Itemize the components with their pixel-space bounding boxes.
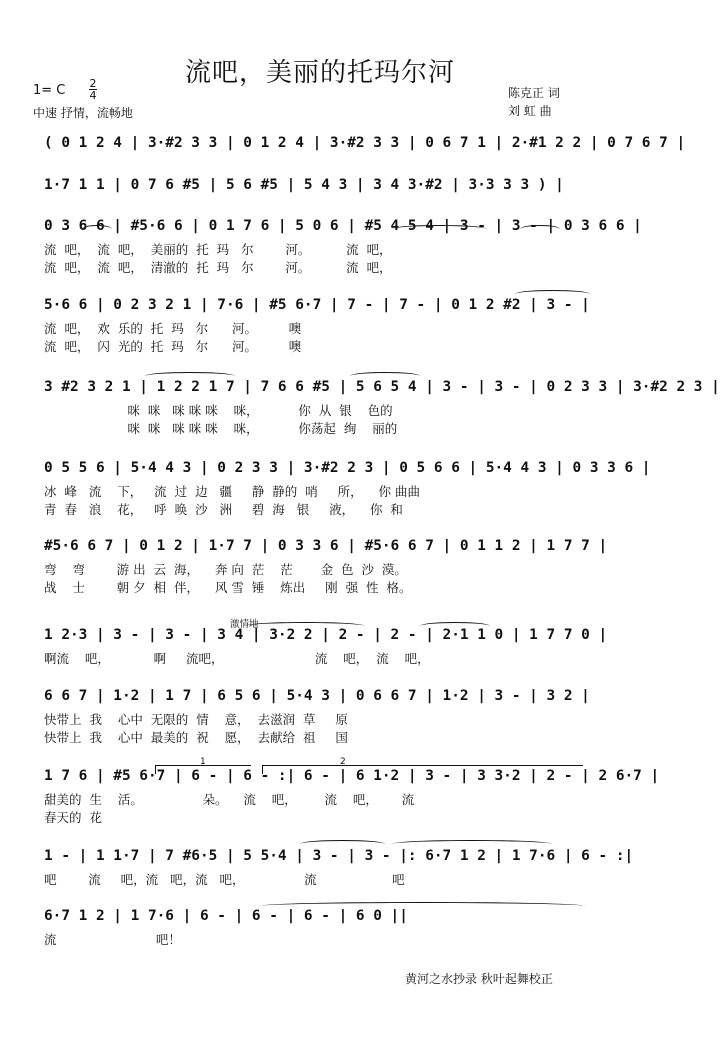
transcription-credits: 黄河之水抄录 秋叶起舞校正	[405, 972, 553, 986]
volta-number-2: 2	[340, 757, 346, 767]
notation-line: 1 7 6 | #5 6·7 | 6 - | 6 - :| 6 - | 6 1·2 | 3 - | 3 3·2 | 2 - | 2 6·7 |	[44, 768, 660, 784]
slur-mark	[300, 840, 385, 848]
lyricist-credit: 陈克正 词	[508, 86, 560, 100]
lyric-line: 弯 弯 游 出 云 海， 奔 向 茫 茫 金 色 沙 漠。	[44, 562, 407, 577]
time-signature-bottom: 4	[89, 89, 97, 102]
lyric-line: 流 吧， 欢 乐的 托 玛 尔 河。 噢	[44, 321, 302, 336]
song-title: 流吧，美丽的托玛尔河	[184, 58, 455, 88]
expression-marking: 激情地	[230, 619, 259, 630]
lyric-line: 流 吧， 流 吧， 清澈的 托 玛 尔 河。 流 吧，	[44, 260, 392, 275]
lyric-line: 战 士 朝 夕 相 伴， 风 雪 锤 炼出 刚 强 性 格。	[44, 580, 412, 595]
lyric-line: 甜美的 生 活。 朵。 流 吧， 流 吧， 流	[44, 792, 415, 807]
time-signature-top: 2	[89, 77, 97, 90]
lyric-line: 春天的 花	[44, 810, 102, 825]
time-signature	[88, 78, 98, 101]
notation-line: 6 6 7 | 1·2 | 1 7 | 6 5 6 | 5·4 3 | 0 6 6 7 | 1·2 | 3 - | 3 2 |	[44, 688, 590, 704]
composer-credit: 刘 虹 曲	[508, 104, 552, 118]
slur-mark	[392, 840, 552, 848]
key-signature: 1= C	[33, 83, 66, 98]
notation-line: 0 5 5 6 | 5·4 4 3 | 0 2 3 3 | 3·#2 2 3 | 0 5 6 6 | 5·4 4 3 | 0 3 3 6 |	[44, 460, 651, 476]
lyric-line: 咪 咪 咪 咪 咪 咪， 你 从 银 色的	[44, 403, 393, 418]
notation-line: 1 - | 1 1·7 | 7 #6·5 | 5 5·4 | 3 - | 3 - |: 6·7 1 2 | 1 7·6 | 6 - :|	[44, 848, 634, 864]
lyric-line: 流 吧！	[44, 932, 181, 947]
notation-line: 5·6 6 | 0 2 3 2 1 | 7·6 | #5 6·7 | 7 - | 7 - | 0 1 2 #2 | 3 - |	[44, 297, 590, 313]
notation-line: 0 3 6 6 | #5·6 6 | 0 1 7 6 | 5 0 6 | #5 4 5 4 | 3 - | 3 - | 0 3 6 6 |	[44, 218, 642, 234]
lyric-line: 啊流 吧， 啊 流吧， 流 吧， 流 吧，	[44, 651, 430, 666]
tempo-marking: 中速 抒情，流畅地	[33, 106, 133, 120]
notation-line: 1 2·3 | 3 - | 3 - | 3 4 | 3·2 2 | 2 - | 2 - | 2·1 1 0 | 1 7 7 0 |	[44, 627, 608, 643]
notation-line: 3 #2 3 2 1 | 1 2 2 1 7 | 7 6 6 #5 | 5 6 5 4 | 3 - | 3 - | 0 2 3 3 | 3·#2 2 3 |	[44, 379, 720, 395]
notation-line: ( 0 1 2 4 | 3·#2 3 3 | 0 1 2 4 | 3·#2 3 3 | 0 6 7 1 | 2·#1 2 2 | 0 7 6 7 |	[44, 135, 686, 151]
lyric-line: 吧 流 吧，流 吧，流 吧， 流 吧	[44, 872, 405, 887]
volta-number-1: 1	[200, 757, 206, 767]
lyric-line: 冰 峰 流 下， 流 过 边 疆 静 静的 哨 所， 你 曲曲	[44, 484, 420, 499]
lyric-line: 流 吧， 流 吧， 美丽的 托 玛 尔 河。 流 吧，	[44, 242, 392, 257]
lyric-line: 快带上 我 心中 最美的 祝 愿， 去献给 祖 国	[44, 730, 348, 745]
lyric-line: 青 春 浪 花， 呼 唤 沙 洲 碧 海 银 液， 你 和	[44, 502, 403, 517]
notation-line: 6·7 1 2 | 1 7·6 | 6 - | 6 - | 6 - | 6 0 ||	[44, 908, 408, 924]
lyric-line: 快带上 我 心中 无限的 情 意， 去滋润 草 原	[44, 712, 348, 727]
notation-line: 1·7 1 1 | 0 7 6 #5 | 5 6 #5 | 5 4 3 | 3 4 3·#2 | 3·3 3 3 ) |	[44, 177, 564, 193]
lyric-line: 咪 咪 咪 咪 咪 咪， 你荡起 绚 丽的	[44, 421, 398, 436]
lyric-line: 流 吧， 闪 光的 托 玛 尔 河。 噢	[44, 339, 302, 354]
notation-line: #5·6 6 7 | 0 1 2 | 1·7 7 | 0 3 3 6 | #5·6 6 7 | 0 1 1 2 | 1 7 7 |	[44, 538, 608, 554]
